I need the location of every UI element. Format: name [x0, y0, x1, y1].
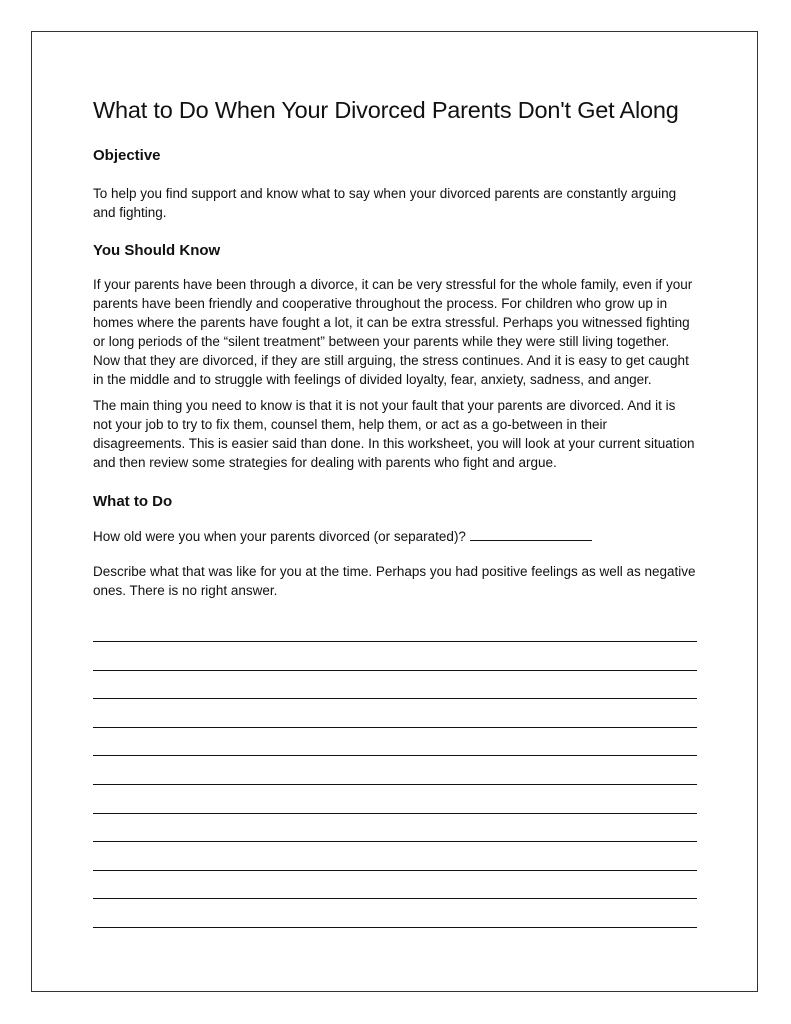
answer-line[interactable]: [93, 813, 697, 842]
answer-lines: [93, 641, 697, 956]
answer-line[interactable]: [93, 870, 697, 899]
age-question-label: How old were you when your parents divorced (or separated)?: [93, 529, 466, 544]
objective-heading: Objective: [93, 147, 161, 164]
page-title: What to Do When Your Divorced Parents Don't Get Along: [93, 97, 679, 123]
age-answer-blank[interactable]: [470, 527, 592, 541]
answer-line[interactable]: [93, 784, 697, 813]
you-should-know-paragraph-1: If your parents have been through a divorce, it can be very stressful for the whole family, even if your parents have been friendly and cooperative throughout the process. For children who grow up in homes where the parents have fought a lot, it can be extra stressful. Perhaps you witnessed fighting or long periods of the “silent treatment” between your parents while they were still living together. Now that they are divorced, if they are still arguing, the stress continues. And it is easy to get caught in the middle and to struggle with feelings of divided loyalty, fear, anxiety, sadness, and anger.: [93, 277, 693, 387]
describe-question: Describe what that was like for you at the time. Perhaps you had positive feelings as well as negative ones. There is no right answer.: [93, 564, 696, 598]
you-should-know-heading: You Should Know: [93, 242, 221, 259]
answer-line[interactable]: [93, 755, 697, 784]
answer-line[interactable]: [93, 698, 697, 727]
age-question: [93, 527, 697, 546]
answer-line[interactable]: [93, 898, 697, 927]
you-should-know-paragraph-2: The main thing you need to know is that it is not your fault that your parents are divorced. And it is not your job to try to fix them, counsel them, help them, or act as a go-between in their disagreements. This is easier said than done. In this worksheet, you will look at your current situation and then review some strategies for dealing with parents who fight and argue.: [93, 398, 695, 470]
worksheet-content: [93, 94, 697, 600]
objective-text: To help you find support and know what to say when your divorced parents are constantly arguing and fighting.: [93, 186, 677, 220]
answer-line[interactable]: [93, 641, 697, 670]
answer-line[interactable]: [93, 927, 697, 956]
answer-line[interactable]: [93, 841, 697, 870]
what-to-do-heading: What to Do: [93, 493, 173, 510]
answer-line[interactable]: [93, 670, 697, 699]
answer-line[interactable]: [93, 727, 697, 756]
